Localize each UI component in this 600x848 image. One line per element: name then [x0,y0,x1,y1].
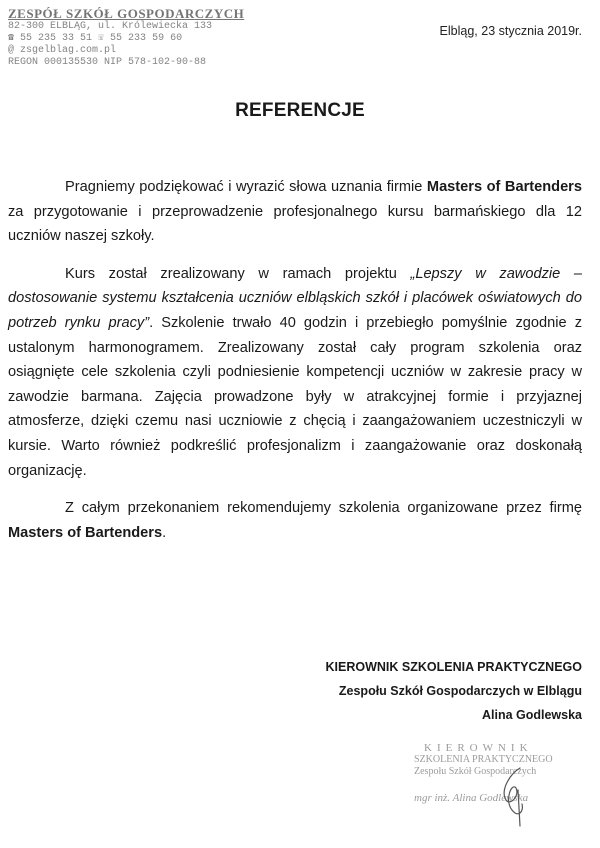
paragraph-3 [8,496,582,545]
stamp-phones: ☎ 55 235 33 51 ☏ 55 233 59 60 [8,33,183,44]
letter-date: Elbląg, 23 stycznia 2019r. [439,24,582,38]
stamp-email: @ zsgelblag.com.pl [8,45,117,56]
paragraph-3-text-end: . [162,524,167,541]
paragraph-2-text: Kurs został zrealizowany w ramach projektu [65,265,411,282]
paragraph-1-text: Pragniemy podziękować i wyrazić słowa uznania firmie [65,179,427,195]
company-name: Masters of Bartenders [8,524,163,541]
company-name: Masters of Bartenders [426,179,582,195]
signatory-name: Alina Godlewska [481,708,582,722]
handwritten-signature [490,760,538,830]
stamp-line-2: SZKOLENIA PRAKTYCZNEGO [414,754,553,765]
stamp-line-1: KIEROWNIK [424,742,533,754]
signatory-role: KIEROWNIK SZKOLENIA PRAKTYCZNEGO [325,660,582,674]
stamp-address: 82-300 ELBLĄG, ul. Królewiecka 133 [8,21,213,32]
paragraph-2 [8,262,582,483]
letter-body [8,175,582,558]
stamp-name: mgr inż. Alina Godlewska [414,792,529,804]
paragraph-2-text-end: . Szkolenie trwało 40 godzin i przebiegło pomyślnie zgodnie z ustalonym harmonogramem. Zrealizowany został cały program szkolenia oraz osiągnięte cele szkolenia czyli podniesienie kompetencji uczniów w zakresie pracy w zawodzie barmana. Zajęcia prowadzone były w atrakcyjnej formie i przyjaznej atmosferze, dzięki czemu nasi uczniowie z chęcią i zaangażowaniem uczestniczyli w kursie. Warto również podkreślić profesjonalizm i zaangażowanie oraz doskonałą organizację. [8,314,582,479]
stamp-line-3: Zespołu Szkół Gospodarczych [414,766,537,777]
paragraph-1 [8,175,582,249]
signatory-institution: Zespołu Szkół Gospodarczych w Elblągu [338,684,582,698]
stamp-school-name: ZESPÓŁ SZKÓŁ GOSPODARCZYCH [8,6,245,21]
paragraph-1-text-end: za przygotowanie i przeprowadzenie profesjonalnego kursu barmańskiego dla 12 uczniów naszej szkoły. [8,203,582,245]
page-title: REFERENCJE [235,100,365,121]
paragraph-3-text: Z całym przekonaniem rekomendujemy szkolenia organizowane przez firmę [65,500,582,517]
school-header-stamp [8,6,245,69]
project-title: „Lepszy w zawodzie – dostosowanie systemu kształcenia uczniów elbląskich szkół i placówek oświatowych do potrzeb rynku pracy” [8,265,582,331]
signature-block [262,655,582,727]
stamp-ids: REGON 000135530 NIP 578-102-90-88 [8,57,207,68]
